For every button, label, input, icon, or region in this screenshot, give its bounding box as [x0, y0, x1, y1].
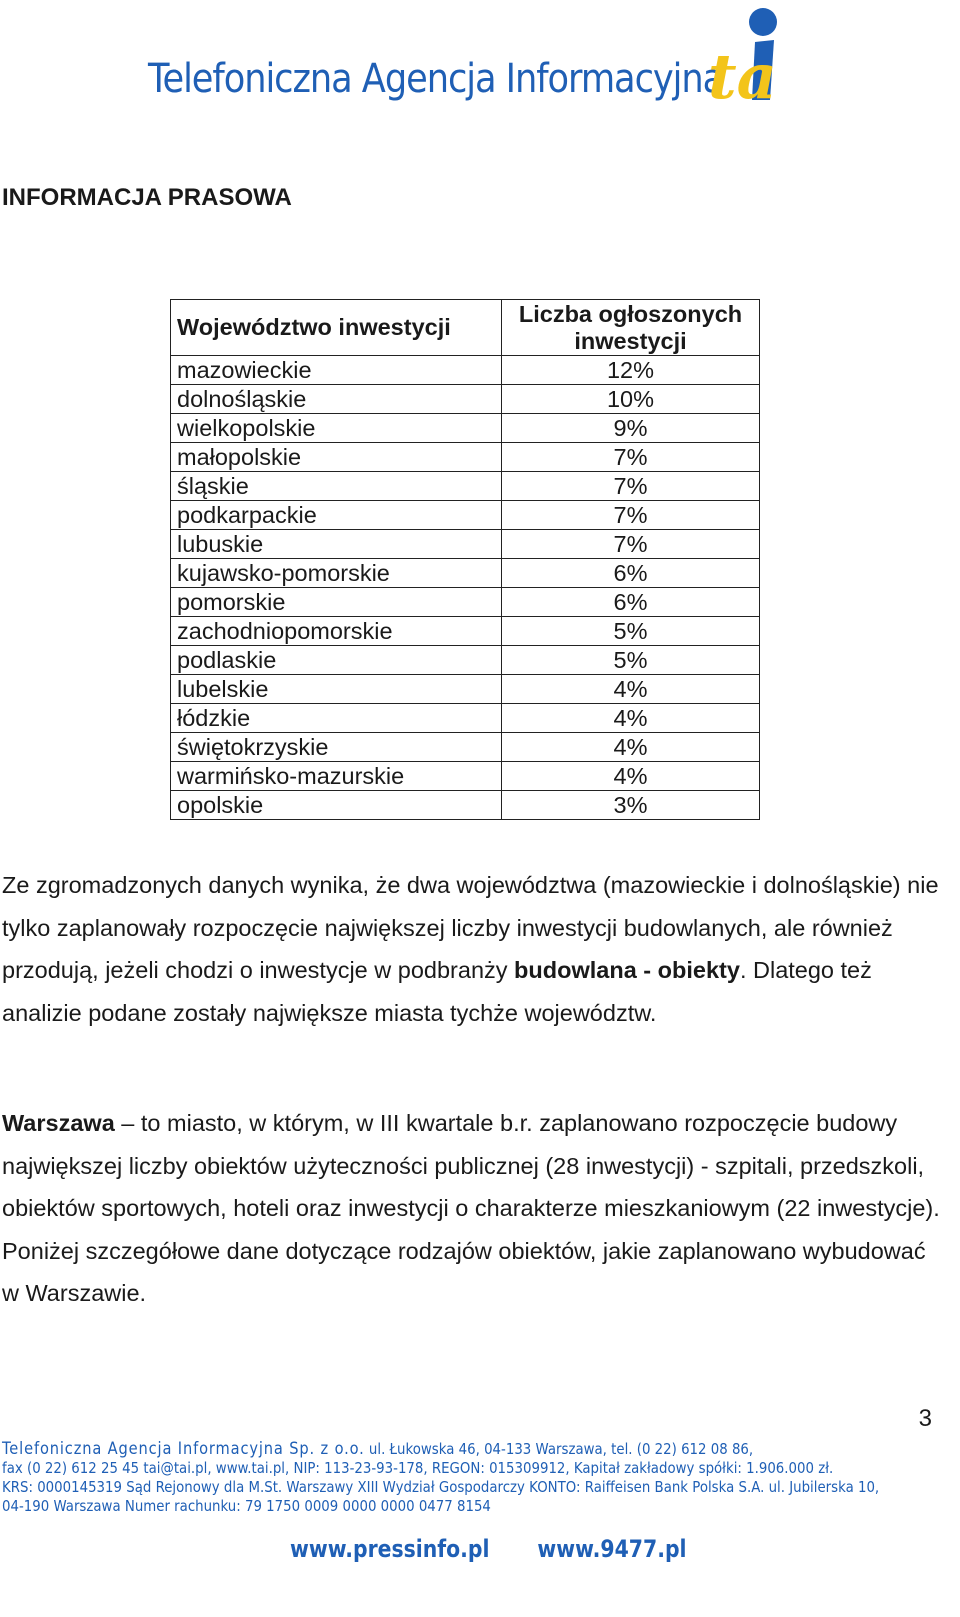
footer-address-line: ul. Łukowska 46, 04-133 Warszawa, tel. (0 22) 612 08 86,: [364, 1440, 754, 1458]
percentage-cell: 10%: [502, 385, 760, 414]
percentage-cell: 4%: [502, 704, 760, 733]
paragraph-bold: Warszawa: [2, 1110, 115, 1136]
header-investment-count: Liczba ogłoszonych inwestycji: [502, 300, 760, 356]
table-row: [171, 530, 760, 559]
percentage-cell: 3%: [502, 791, 760, 820]
voivodeship-cell: dolnośląskie: [171, 385, 502, 414]
paragraph-warszawa: [2, 1102, 947, 1315]
voivodeship-cell: lubuskie: [171, 530, 502, 559]
percentage-cell: 7%: [502, 501, 760, 530]
table-row: [171, 762, 760, 791]
voivodeship-cell: pomorskie: [171, 588, 502, 617]
paragraph-regions: [2, 864, 947, 1034]
page-number: 3: [918, 1405, 932, 1432]
table-row: [171, 472, 760, 501]
footer-line: [2, 1440, 806, 1459]
percentage-cell: 5%: [502, 646, 760, 675]
table-row: [171, 414, 760, 443]
percentage-cell: 7%: [502, 472, 760, 501]
paragraph-text: Ze zgromadzonych danych wynika, że dwa województwa (mazowieckie i dolnośląskie) nie tylko zaplanowały rozpoczęcie największej liczby inwestycji budowlanych, ale również przodują, jeżeli chodzi o inwestycje w podbranży: [2, 872, 939, 983]
percentage-cell: 12%: [502, 356, 760, 385]
percentage-cell: 9%: [502, 414, 760, 443]
press-release-heading: INFORMACJA PRASOWA: [2, 184, 292, 211]
percentage-cell: 4%: [502, 733, 760, 762]
voivodeship-cell: warmińsko-mazurskie: [171, 762, 502, 791]
footer-links: [290, 1535, 727, 1563]
voivodeship-cell: łódzkie: [171, 704, 502, 733]
voivodeship-cell: mazowieckie: [171, 356, 502, 385]
footer-company: Telefoniczna Agencja Informacyjna Sp. z o.o.: [2, 1439, 365, 1459]
paragraph-bold: budowlana - obiekty: [514, 957, 740, 983]
percentage-cell: 4%: [502, 675, 760, 704]
table-row: [171, 385, 760, 414]
voivodeship-cell: wielkopolskie: [171, 414, 502, 443]
table-row: [171, 617, 760, 646]
footer-line: fax (0 22) 612 25 45 tai@tai.pl, www.tai.pl, NIP: 113-23-93-178, REGON: 015309912, Kapitał zakładowy spółki: 1.906.000 zł.: [2, 1459, 834, 1477]
voivodeship-cell: podkarpackie: [171, 501, 502, 530]
percentage-cell: 7%: [502, 443, 760, 472]
voivodeship-cell: opolskie: [171, 791, 502, 820]
pressinfo-link[interactable]: www.pressinfo.pl: [290, 1535, 490, 1563]
header-voivodeship: Województwo inwestycji: [171, 300, 502, 356]
table-row: [171, 501, 760, 530]
percentage-cell: 6%: [502, 559, 760, 588]
footer-line: 04-190 Warszawa Numer rachunku: 79 1750 0009 0000 0000 0477 8154: [2, 1497, 491, 1515]
footer-line: KRS: 0000145319 Sąd Rejonowy dla M.St. Warszawy XIII Wydział Gospodarczy KONTO: Raiffeisen Bank Polska S.A. ul. Jubilerska 10,: [2, 1478, 880, 1496]
table-row: [171, 588, 760, 617]
table-row: [171, 733, 760, 762]
paragraph-text: – to miasto, w którym, w III kwartale b.r. zaplanowano rozpoczęcie budowy największej liczby obiektów użyteczności publicznej (28 inwestycji) - szpitali, przedszkoli, obiektów sportowych, hoteli oraz inwestycji o charakterze mieszkaniowym (22 inwestycje). Poniżej szczegółowe dane dotyczące rodzajów obiektów, jakie zaplanowano wybudować w Warszawie.: [2, 1110, 940, 1306]
voivodeship-cell: podlaskie: [171, 646, 502, 675]
investment-table: [170, 299, 760, 820]
table-row: [171, 704, 760, 733]
percentage-cell: 4%: [502, 762, 760, 791]
logo-ta-text: ta: [708, 40, 777, 112]
table-row: [171, 356, 760, 385]
table-row: [171, 646, 760, 675]
voivodeship-cell: świętokrzyskie: [171, 733, 502, 762]
percentage-cell: 7%: [502, 530, 760, 559]
table-row: [171, 791, 760, 820]
voivodeship-cell: małopolskie: [171, 443, 502, 472]
footer-address: [2, 1439, 880, 1516]
percentage-cell: 6%: [502, 588, 760, 617]
voivodeship-cell: lubelskie: [171, 675, 502, 704]
percentage-cell: 5%: [502, 617, 760, 646]
voivodeship-cell: kujawsko-pomorskie: [171, 559, 502, 588]
voivodeship-cell: zachodniopomorskie: [171, 617, 502, 646]
paragraph-text: . Dlatego też analizie podane zostały największe miasta tychże województw.: [2, 957, 872, 1026]
table-row: [171, 675, 760, 704]
table-header-row: [171, 300, 760, 356]
tai-logo-icon: [700, 0, 800, 112]
table-row: [171, 443, 760, 472]
table-row: [171, 559, 760, 588]
voivodeship-cell: śląskie: [171, 472, 502, 501]
agency-name: Telefoniczna Agencja Informacyjna: [148, 56, 724, 102]
9477-link[interactable]: www.9477.pl: [537, 1535, 687, 1563]
